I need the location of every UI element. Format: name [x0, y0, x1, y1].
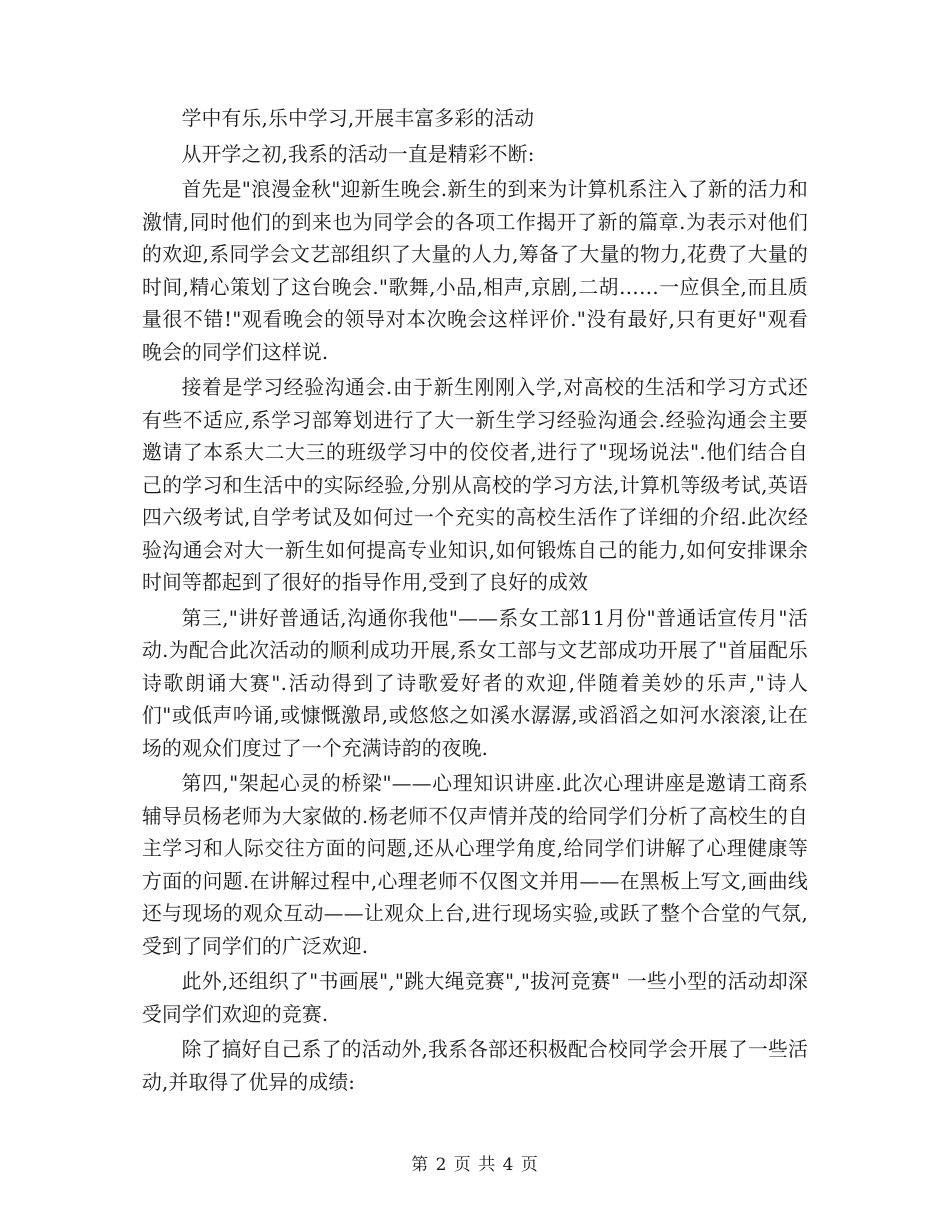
page-number-footer: 第 2 页 共 4 页 [411, 1155, 539, 1175]
paragraph-intro: 从开学之初,我系的活动一直是精彩不断: [181, 142, 535, 166]
paragraph-study-exchange: 接着是学习经验沟通会.由于新生刚刚入学,对高校的生活和学习方式还有些不适应,系学习部筹划进行了大一新生学习经验沟通会.经验沟通会主要邀请了本系大二大三的班级学习中的佼佼者,进行了"现场说法".他们结合自己的学习和生活中的实际经验,分别从高校的学习方法,计算机等级考试,英语四六级考试,自学考试及如何过一个充实的高校生活作了详细的介绍.此次经验沟通会对大一新生如何提高专业知识,如何锻炼自己的能力,如何安排课余时间等都起到了很好的指导作用,受到了良好的成效 [142, 376, 808, 594]
paragraph-other-activities: 此外,还组织了"书画展","跳大绳竞赛","拔河竞赛" 一些小型的活动却深受同学们欢迎的竞赛. [142, 970, 808, 1026]
paragraph-school-cooperation: 除了搞好自己系了的活动外,我系各部还积极配合校同学会开展了一些活动,并取得了优异的成绩: [142, 1038, 808, 1094]
paragraph-mandarin-month: 第三,"讲好普通话,沟通你我他"——系女工部11月份"普通话宣传月"活动.为配合此次活动的顺利成功开展,系女工部与文艺部成功开展了"首届配乐诗歌朗诵大赛".活动得到了诗歌爱好者的欢迎,伴随着美妙的乐声,"诗人们"或低声吟诵,或慷慨激昂,或悠悠之如溪水潺潺,或滔滔之如河水滚滚,让在场的观众们度过了一个充满诗韵的夜晚. [142, 606, 808, 760]
paragraph-welcome-party: 首先是"浪漫金秋"迎新生晚会.新生的到来为计算机系注入了新的活力和激情,同时他们的到来也为同学会的各项工作揭开了新的篇章.为表示对他们的欢迎,系同学会文艺部组织了大量的人力,筹备了大量的物力,花费了大量的时间,精心策划了这台晚会."歌舞,小品,相声,京剧,二胡……一应俱全,而且质量很不错!"观看晚会的领导对本次晚会这样评价."没有最好,只有更好"观看晚会的同学们这样说. [142, 178, 808, 364]
document-body [142, 103, 808, 1102]
paragraph-psychology-lecture: 第四,"架起心灵的桥梁"——心理知识讲座.此次心理讲座是邀请工商系辅导员杨老师为大家做的.杨老师不仅声情并茂的给同学们分析了高校生的自主学习和人际交往方面的问题,还从心理学角度,给同学们讲解了心理健康等方面的问题.在讲解过程中,心理老师不仅图文并用——在黑板上写文,画曲线还与现场的观众互动——让观众上台,进行现场实验,或跃了整个合堂的气氛,受到了同学们的广泛欢迎. [142, 772, 808, 958]
paragraph-heading: 学中有乐,乐中学习,开展丰富多彩的活动 [181, 107, 535, 130]
